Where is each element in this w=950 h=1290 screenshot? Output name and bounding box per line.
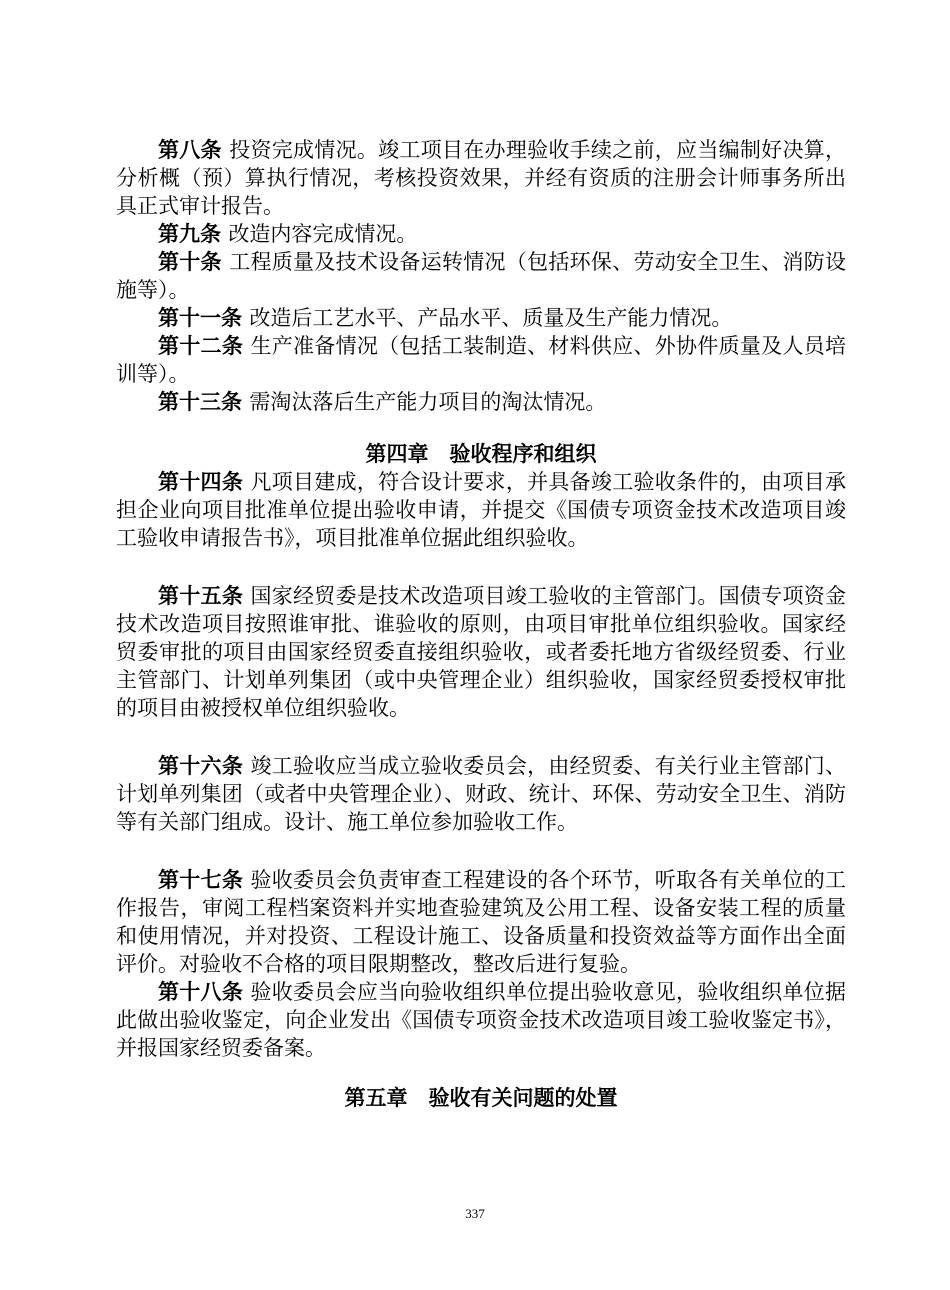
article-label: 第十八条 <box>158 979 244 1004</box>
article-14 <box>116 468 846 552</box>
article-17 <box>116 866 846 978</box>
article-text: 投资完成情况。竣工项目在办理验收手续之前，应当编制好决算，分析概（预）算执行情况，考核投资效果，并经有资质的注册会计师事务所出具正式审计报告。 <box>116 138 847 218</box>
article-label: 第十七条 <box>158 867 244 892</box>
article-label: 第十二条 <box>158 333 244 358</box>
article-13 <box>116 388 846 416</box>
page-number: 337 <box>465 1206 485 1221</box>
document-page <box>116 136 846 1112</box>
article-text: 改造内容完成情况。 <box>228 222 418 246</box>
article-label: 第十四条 <box>158 469 244 494</box>
article-label: 第十三条 <box>158 389 242 414</box>
article-text: 验收委员会负责审查工程建设的各个环节，听取各有关单位的工作报告，审阅工程档案资料并实地查验建筑及公用工程、设备安装工程的质量和使用情况，并对投资、工程设计施工、设备质量和投资效益等方面作出全面评价。对验收不合格的项目限期整改，整改后进行复验。 <box>116 868 847 976</box>
article-label: 第十一条 <box>158 305 242 330</box>
article-10 <box>116 248 846 304</box>
article-label: 第九条 <box>158 221 221 246</box>
article-text: 生产准备情况（包括工装制造、材料供应、外协件质量及人员培训等）。 <box>116 334 847 386</box>
article-text: 验收委员会应当向验收组织单位提出验收意见，验收组织单位据此做出验收鉴定，向企业发出《国债专项资金技术改造项目竣工验收鉴定书》，并报国家经贸委备案。 <box>116 980 847 1060</box>
article-16 <box>116 752 846 836</box>
article-text: 凡项目建成，符合设计要求，并具备竣工验收条件的，由项目承担企业向项目批准单位提出验收申请，并提交《国债专项资金技术改造项目竣工验收申请报告书》，项目批准单位据此组织验收。 <box>116 470 847 550</box>
article-text: 工程质量及技术设备运转情况（包括环保、劳动安全卫生、消防设施等）。 <box>116 250 847 302</box>
article-12 <box>116 332 846 388</box>
article-label: 第十六条 <box>158 753 244 778</box>
article-text: 竣工验收应当成立验收委员会，由经贸委、有关行业主管部门、计划单列集团（或者中央管理企业）、财政、统计、环保、劳动安全卫生、消防等有关部门组成。设计、施工单位参加验收工作。 <box>116 754 847 834</box>
article-text: 需淘汰落后生产能力项目的淘汰情况。 <box>249 390 607 414</box>
article-15 <box>116 582 846 722</box>
article-18 <box>116 978 846 1062</box>
article-text: 国家经贸委是技术改造项目竣工验收的主管部门。国债专项资金技术改造项目按照谁审批、谁验收的原则，由项目审批单位组织验收。国家经贸委审批的项目由国家经贸委直接组织验收，或者委托地方省级经贸委、行业主管部门、计划单列集团（或中央管理企业）组织验收，国家经贸委授权审批的项目由被授权单位组织验收。 <box>116 584 847 720</box>
chapter-heading-4: 第四章 验收程序和组织 <box>365 441 597 466</box>
article-text: 改造后工艺水平、产品水平、质量及生产能力情况。 <box>249 306 733 330</box>
article-11 <box>116 304 846 332</box>
article-8 <box>116 136 846 220</box>
article-label: 第八条 <box>158 137 222 162</box>
article-label: 第十条 <box>158 249 222 274</box>
chapter-heading-5: 第五章 验收有关问题的处置 <box>344 1085 618 1110</box>
article-9 <box>116 220 846 248</box>
article-label: 第十五条 <box>158 583 244 608</box>
